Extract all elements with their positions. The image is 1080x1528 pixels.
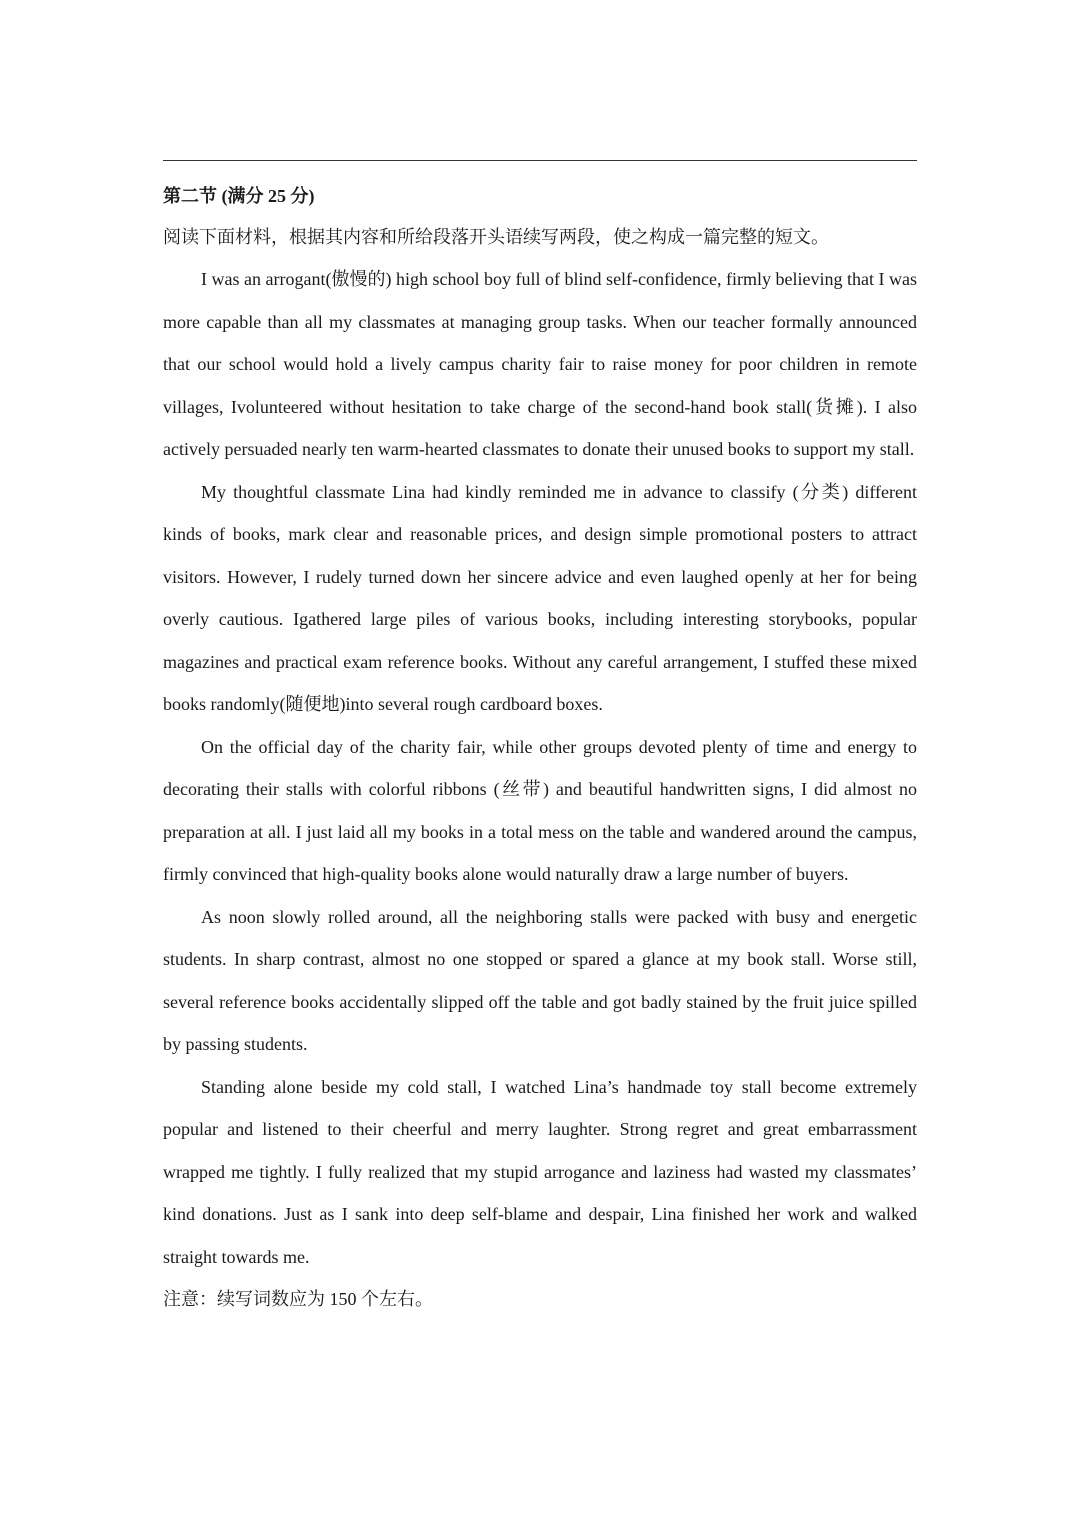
passage-paragraph-1: I was an arrogant(傲慢的) high school boy full of blind self-confidence, firmly believing that I was more capable than all my classmates at managing group tasks. When our teacher formally announced that our school would hold a lively campus charity fair to raise money for poor children in remote villages, Ivolunteered without hesitation to take charge of the second-hand book stall(货摊). I also actively persuaded nearly ten warm-hearted classmates to donate their unused books to support my stall. [163,269,917,459]
word-count-note: 注意：续写词数应为 150 个左右。 [163,1289,433,1309]
passage-paragraph-3: On the official day of the charity fair, while other groups devoted plenty of time and energy to decorating their stalls with colorful ribbons (丝带) and beautiful handwritten signs, I did almost no preparation at all. I just laid all my books in a total mess on the table and wandered around the campus, firmly convinced that high-quality books alone would naturally draw a large number of buyers. [163,736,917,884]
passage-paragraph-5: Standing alone beside my cold stall, I watched Lina’s handmade toy stall become extremely popular and listened to their cheerful and merry laughter. Strong regret and great embarrassment wrapped me tightly. I fully realized that my stupid arrogance and laziness had wasted my classmates’ kind donations. Just as I sank into deep self-blame and despair, Lina finished her work and walked straight towards me. [163,1076,917,1267]
passage-paragraph-4: As noon slowly rolled around, all the neighboring stalls were packed with busy and energetic students. In sharp contrast, almost no one stopped or spared a glance at my book stall. Worse still, several reference books accidentally slipped off the table and got badly stained by the fruit juice spilled by passing students. [163,906,917,1054]
section-title: 第二节 (满分 25 分) [163,186,315,206]
section-instruction: 阅读下面材料，根据其内容和所给段落开头语续写两段，使之构成一篇完整的短文。 [163,227,829,247]
reading-passage [163,258,917,1278]
question-section [163,176,917,1320]
passage-paragraph-2: My thoughtful classmate Lina had kindly reminded me in advance to classify (分类) different kinds of books, mark clear and reasonable prices, and design simple promotional posters to attract visitors. However, I rudely turned down her sincere advice and even laughed openly at her for being overly cautious. Igathered large piles of various books, including interesting storybooks, popular magazines and practical exam reference books. Without any careful arrangement, I stuffed these mixed books randomly(随便地)into several rough cardboard boxes. [163,481,917,714]
header-divider [163,160,917,161]
